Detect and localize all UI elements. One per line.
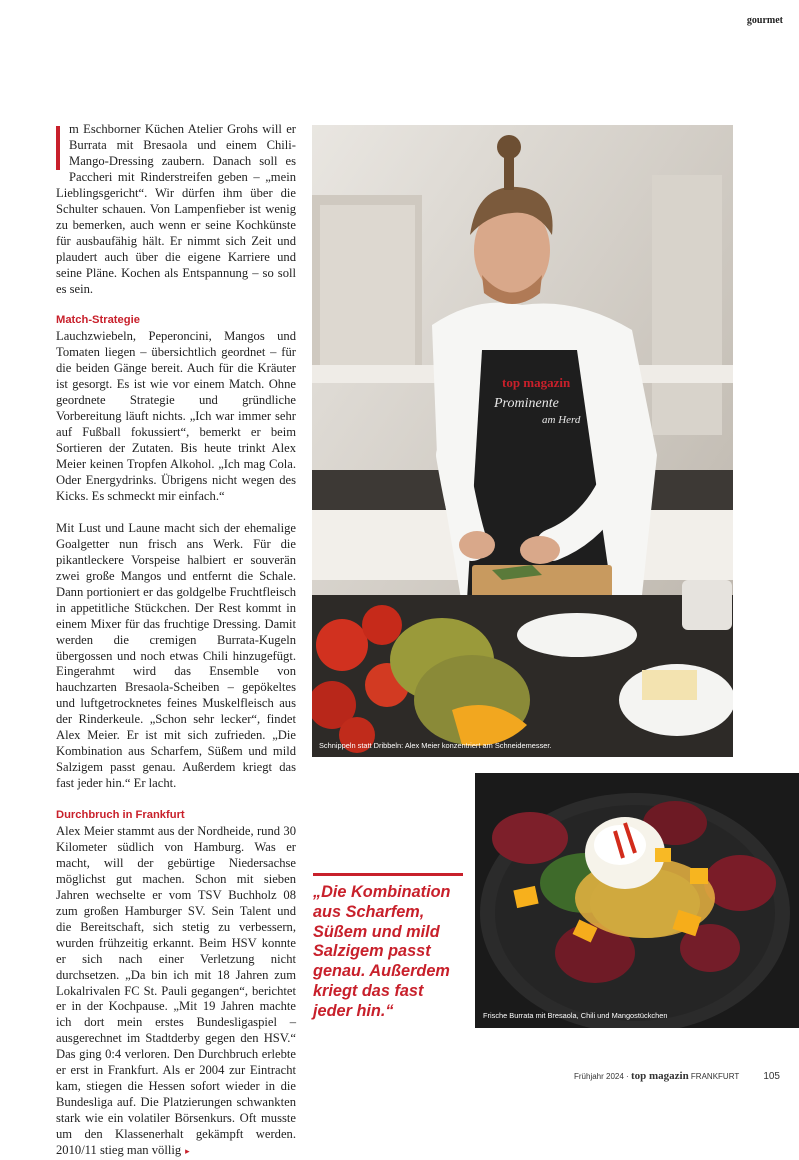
chef-illustration (312, 125, 733, 757)
apron-script-line2: am Herd (542, 414, 581, 426)
pull-quote: „Die Kombination aus Scharfem, Süßem und mild Salzigem passt genau. Außerdem kriegt das fast jeder hin.“ (313, 873, 463, 1022)
chef-photo (312, 125, 733, 757)
intro-text: m Eschborner Küchen Atelier Grohs will er Burrata mit Bresaola und einem Chili-Mango-Dressing zaubern. Danach soll es Paccheri mit Rinderstreifen geben – „mein Lieblingsgericht“. Wir dürfen ihm über die Schulter schauen. Von Lampenfieber ist wenig zu bemerken, auch wenn er seine Kochkünste für ausbaufähig hält. Er nimmt sich Zeit und plaudert auch über die eigene Karriere und seine Pläne. Kochen als Entspannung – so soll es sein. (56, 122, 296, 296)
paragraph-2: Mit Lust und Laune macht sich der ehemalige Goalgetter nun frisch ans Werk. Für die pikantleckere Vorspeise halbiert er souverän zwei große Mangos und entfernt die Schale. Dann portioniert er das goldgelbe Fruchtfleisch in appetitliche Stückchen. Der Rest kommt in einem Mixer für das fruchtige Dressing. Damit werden die cremigen Burrata-Kugeln übergossen und noch etwas Chili hinzugefügt. Eingerahmt wird das Ensemble von hauchzarten Bresaola-Scheiben – gepökeltes und luftgetrocknetes feines Muskelfleisch aus der Rinderkeule. „Schon sehr lecker“, findet Alex Meier. Er ist mit sich zufrieden. „Die Kombination aus Scharfem, Süßem und mild Salzigem passt genau. Außerdem kriegt das fast jeder hin.“ Er lacht. (56, 520, 296, 791)
section-label: gourmet (746, 15, 783, 26)
continue-arrow-icon: ▸ (185, 1146, 190, 1157)
footer-magazine: top magazin (630, 1070, 689, 1082)
page-number: 105 (763, 1071, 780, 1082)
subheading-match-strategie: Match-Strategie (56, 314, 140, 327)
page-footer (574, 1070, 780, 1082)
paragraph-1: Lauchzwiebeln, Peperoncini, Mangos und Tomaten liegen – übersichtlich geordnet – für die beiden Gänge bereit. Auch für die Kräuter ist gesorgt. Es ist wie vor einem Match. Ohne geordnete Strategie und gründliche Vorbereitung läuft nichts. „Ich war immer sehr auf Fußball fokussiert“, bemerkt er beim Sortieren der Zutaten. Bis heute trinkt Alex Meier keinen Tropfen Alkohol. „Ich mag Cola. Oder Energydrinks. Übrigens nicht wegen des Kicks. Es schmeckt mir einfach.“ (56, 329, 296, 503)
article-column (56, 122, 296, 1160)
drop-cap-bar (56, 126, 60, 170)
dish-photo-caption: Frische Burrata mit Bresaola, Chili und Mangostückchen (483, 1011, 668, 1020)
paragraph-3 (56, 824, 296, 1160)
paragraph-3-text: Alex Meier stammt aus der Nordheide, rund 30 Kilometer südlich von Hamburg. Was er macht, will der gebürtige Niedersachse möglichst gut machen. Schon mit sieben Jahren wechselte er vom TSV Buchholz 08 zum großen Hamburger SV. Sein Talent und die Bereitschaft, sich stetig zu verbessern, wurden frühzeitig erkannt. Beim HSV konnte er sich nach einer Verletzung nicht durchsetzen. „Da bin ich mit 18 Jahren zum Lokalrivalen FC St. Pauli gegangen“, berichtet er in der Kochpause. „Mit 19 Jahren machte ich dort mein erstes Bundesligaspiel – ausgerechnet im Stadtderby gegen den HSV.“ Das ging 0:4 verloren. Den Durchbruch erlebte er erst in Frankfurt. Als er 2004 zur Eintracht kam, stiegen die Hessen sofort wieder in die Bundesliga auf. Die Platzierungen schwankten stark wie ein volatiler Börsenkurs. Oft musste um den Klassenerhalt gekämpft werden. 2010/11 stieg man völlig (56, 823, 296, 1158)
intro-paragraph (56, 122, 296, 297)
footer-issue: Frühjahr 2024 · (574, 1072, 629, 1081)
apron-script-line1: Prominente (494, 396, 559, 411)
chef-photo-caption: Schnippeln statt Dribbeln: Alex Meier konzentriert am Schneidemesser. (319, 741, 552, 750)
dish-illustration (475, 773, 799, 1028)
dish-photo (475, 773, 799, 1028)
subheading-durchbruch: Durchbruch in Frankfurt (56, 809, 185, 822)
apron-logo-text: top magazin (502, 375, 571, 390)
footer-city: FRANKFURT (690, 1072, 740, 1081)
